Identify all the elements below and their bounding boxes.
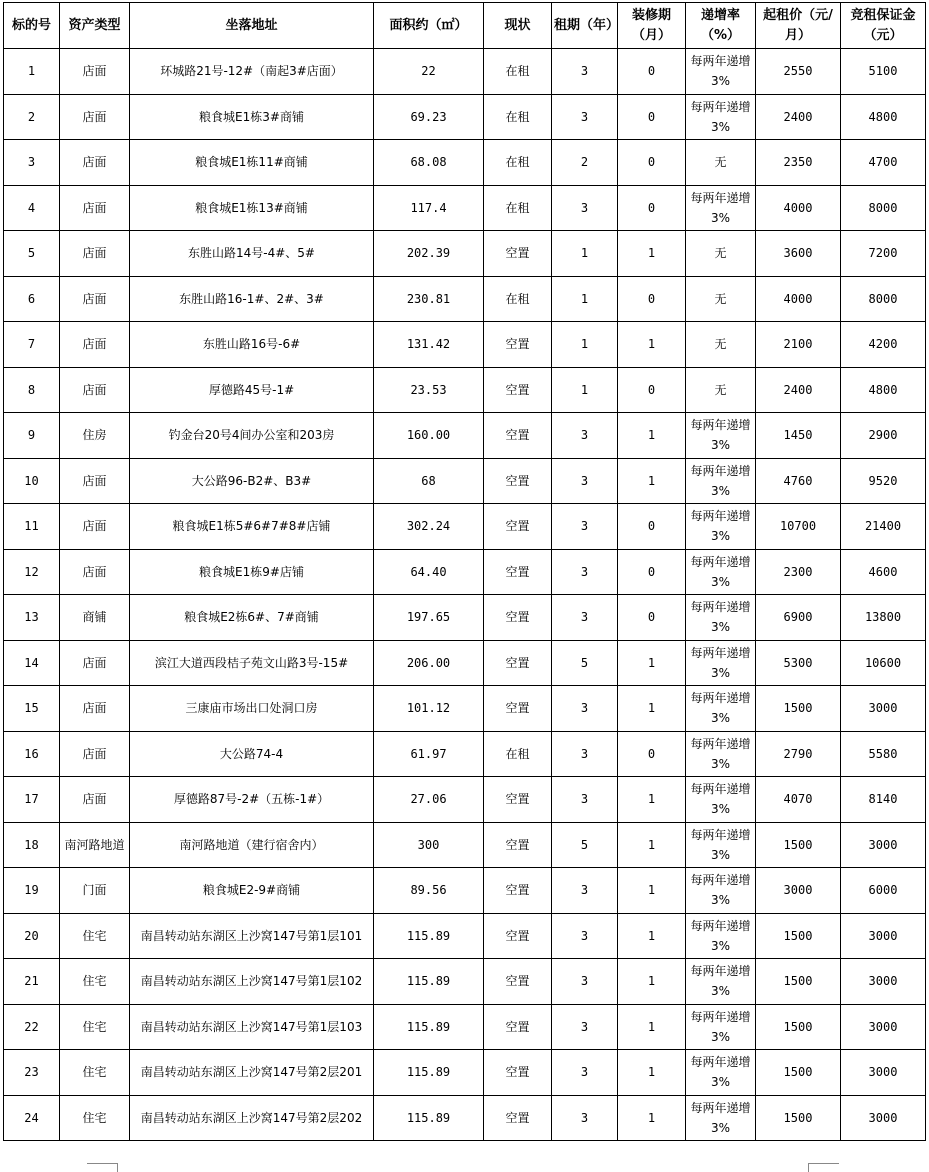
- cell-lot-number: 4: [4, 185, 60, 231]
- cell-renovation-period: 0: [618, 276, 686, 322]
- cell-lease-term: 3: [552, 94, 618, 140]
- cell-starting-rent: 2550: [756, 49, 841, 95]
- cell-lease-term: 3: [552, 913, 618, 959]
- cell-lease-term: 3: [552, 731, 618, 777]
- cell-increase-rate: 无: [686, 322, 756, 368]
- cell-asset-type: 住宅: [60, 1004, 130, 1050]
- cell-deposit: 21400: [841, 504, 926, 550]
- cell-address: 厚德路87号-2#（五栋-1#）: [130, 777, 374, 823]
- cell-renovation-period: 1: [618, 231, 686, 277]
- cell-area: 115.89: [374, 959, 484, 1005]
- cell-lot-number: 24: [4, 1095, 60, 1141]
- cell-renovation-period: 1: [618, 640, 686, 686]
- cell-renovation-period: 0: [618, 549, 686, 595]
- cell-status: 空置: [484, 367, 552, 413]
- cell-asset-type: 店面: [60, 140, 130, 186]
- header-deposit: 竞租保证金（元）: [841, 3, 926, 49]
- cell-lot-number: 9: [4, 413, 60, 459]
- table-row: [4, 913, 926, 959]
- cell-lease-term: 3: [552, 777, 618, 823]
- cell-increase-rate: 每两年递增3%: [686, 549, 756, 595]
- cell-increase-rate: 每两年递增3%: [686, 94, 756, 140]
- table-row: [4, 822, 926, 868]
- cell-increase-rate: 每两年递增3%: [686, 1095, 756, 1141]
- cell-deposit: 4800: [841, 94, 926, 140]
- cell-renovation-period: 0: [618, 504, 686, 550]
- cell-address: 南昌转动站东湖区上沙窝147号第2层202: [130, 1095, 374, 1141]
- cell-starting-rent: 5300: [756, 640, 841, 686]
- cell-area: 302.24: [374, 504, 484, 550]
- cell-increase-rate: 每两年递增3%: [686, 777, 756, 823]
- cell-deposit: 8000: [841, 276, 926, 322]
- cell-increase-rate: 每两年递增3%: [686, 185, 756, 231]
- cell-status: 空置: [484, 959, 552, 1005]
- cell-lease-term: 3: [552, 504, 618, 550]
- cell-lease-term: 3: [552, 595, 618, 641]
- cell-starting-rent: 1500: [756, 1095, 841, 1141]
- cell-starting-rent: 1450: [756, 413, 841, 459]
- table-row: [4, 777, 926, 823]
- cell-asset-type: 店面: [60, 458, 130, 504]
- cell-increase-rate: 每两年递增3%: [686, 49, 756, 95]
- table-row: [4, 49, 926, 95]
- cell-lease-term: 3: [552, 1004, 618, 1050]
- cell-status: 空置: [484, 413, 552, 459]
- cell-asset-type: 住宅: [60, 1050, 130, 1096]
- cell-area: 64.40: [374, 549, 484, 595]
- cell-status: 在租: [484, 185, 552, 231]
- cell-address: 东胜山路16号-6#: [130, 322, 374, 368]
- cell-renovation-period: 1: [618, 777, 686, 823]
- cell-renovation-period: 1: [618, 322, 686, 368]
- table-row: [4, 140, 926, 186]
- cell-area: 202.39: [374, 231, 484, 277]
- cell-starting-rent: 1500: [756, 959, 841, 1005]
- cell-deposit: 3000: [841, 1004, 926, 1050]
- cell-status: 在租: [484, 276, 552, 322]
- cell-increase-rate: 每两年递增3%: [686, 868, 756, 914]
- cell-area: 69.23: [374, 94, 484, 140]
- cell-status: 空置: [484, 686, 552, 732]
- cell-starting-rent: 6900: [756, 595, 841, 641]
- cell-asset-type: 店面: [60, 686, 130, 732]
- cell-starting-rent: 4760: [756, 458, 841, 504]
- table-row: [4, 1095, 926, 1141]
- cell-starting-rent: 4000: [756, 185, 841, 231]
- cell-lease-term: 1: [552, 231, 618, 277]
- cell-lot-number: 2: [4, 94, 60, 140]
- cell-address: 南河路地道（建行宿舍内）: [130, 822, 374, 868]
- cell-lease-term: 1: [552, 367, 618, 413]
- cell-address: 南昌转动站东湖区上沙窝147号第1层101: [130, 913, 374, 959]
- cell-status: 空置: [484, 549, 552, 595]
- cell-status: 空置: [484, 458, 552, 504]
- cell-renovation-period: 0: [618, 49, 686, 95]
- table-row: [4, 595, 926, 641]
- cell-lot-number: 6: [4, 276, 60, 322]
- table-row: [4, 322, 926, 368]
- cell-deposit: 6000: [841, 868, 926, 914]
- cell-status: 空置: [484, 595, 552, 641]
- cell-increase-rate: 无: [686, 367, 756, 413]
- cell-asset-type: 住房: [60, 413, 130, 459]
- cell-asset-type: 南河路地道: [60, 822, 130, 868]
- cell-starting-rent: 2350: [756, 140, 841, 186]
- cell-lease-term: 1: [552, 322, 618, 368]
- cell-starting-rent: 1500: [756, 822, 841, 868]
- cell-lot-number: 14: [4, 640, 60, 686]
- cell-lease-term: 2: [552, 140, 618, 186]
- cell-lot-number: 15: [4, 686, 60, 732]
- cell-lot-number: 13: [4, 595, 60, 641]
- table-row: [4, 231, 926, 277]
- cell-renovation-period: 1: [618, 413, 686, 459]
- cell-starting-rent: 10700: [756, 504, 841, 550]
- cell-deposit: 4600: [841, 549, 926, 595]
- cell-status: 空置: [484, 322, 552, 368]
- cell-asset-type: 店面: [60, 322, 130, 368]
- cell-renovation-period: 1: [618, 686, 686, 732]
- cell-renovation-period: 1: [618, 913, 686, 959]
- cell-deposit: 3000: [841, 686, 926, 732]
- cell-lease-term: 3: [552, 1050, 618, 1096]
- cell-starting-rent: 4000: [756, 276, 841, 322]
- cell-asset-type: 店面: [60, 231, 130, 277]
- cell-area: 197.65: [374, 595, 484, 641]
- cell-increase-rate: 每两年递增3%: [686, 913, 756, 959]
- cell-status: 空置: [484, 1095, 552, 1141]
- cell-increase-rate: 每两年递增3%: [686, 1004, 756, 1050]
- cell-asset-type: 店面: [60, 94, 130, 140]
- header-asset-type: 资产类型: [60, 3, 130, 49]
- cell-deposit: 3000: [841, 913, 926, 959]
- cell-starting-rent: 3000: [756, 868, 841, 914]
- cell-deposit: 4800: [841, 367, 926, 413]
- cell-lease-term: 3: [552, 413, 618, 459]
- cell-area: 22: [374, 49, 484, 95]
- cell-address: 粮食城E2栋6#、7#商铺: [130, 595, 374, 641]
- cell-asset-type: 店面: [60, 504, 130, 550]
- cell-starting-rent: 2300: [756, 549, 841, 595]
- cell-area: 206.00: [374, 640, 484, 686]
- header-row: [4, 3, 926, 49]
- cell-increase-rate: 每两年递增3%: [686, 731, 756, 777]
- cell-renovation-period: 1: [618, 1004, 686, 1050]
- header-area: 面积约（㎡）: [374, 3, 484, 49]
- cell-address: 粮食城E1栋9#店铺: [130, 549, 374, 595]
- table-row: [4, 959, 926, 1005]
- header-lease-term: 租期（年）: [552, 3, 618, 49]
- cell-lot-number: 22: [4, 1004, 60, 1050]
- cell-status: 空置: [484, 1050, 552, 1096]
- cell-area: 89.56: [374, 868, 484, 914]
- table-row: [4, 504, 926, 550]
- table-row: [4, 413, 926, 459]
- cell-starting-rent: 2400: [756, 94, 841, 140]
- cell-lot-number: 17: [4, 777, 60, 823]
- cell-area: 68: [374, 458, 484, 504]
- cell-renovation-period: 1: [618, 959, 686, 1005]
- cell-lease-term: 5: [552, 640, 618, 686]
- cell-lot-number: 3: [4, 140, 60, 186]
- cell-deposit: 7200: [841, 231, 926, 277]
- cell-status: 空置: [484, 640, 552, 686]
- cell-increase-rate: 每两年递增3%: [686, 413, 756, 459]
- cell-increase-rate: 每两年递增3%: [686, 686, 756, 732]
- cell-deposit: 10600: [841, 640, 926, 686]
- table-header: [4, 3, 926, 49]
- cell-address: 南昌转动站东湖区上沙窝147号第2层201: [130, 1050, 374, 1096]
- cell-address: 钓金台20号4间办公室和203房: [130, 413, 374, 459]
- cell-asset-type: 店面: [60, 777, 130, 823]
- lease-table: [3, 2, 926, 1141]
- cell-area: 68.08: [374, 140, 484, 186]
- cell-lot-number: 16: [4, 731, 60, 777]
- cell-starting-rent: 2400: [756, 367, 841, 413]
- cell-lot-number: 11: [4, 504, 60, 550]
- cell-status: 空置: [484, 504, 552, 550]
- cell-address: 三康庙市场出口处洞口房: [130, 686, 374, 732]
- cell-asset-type: 住宅: [60, 1095, 130, 1141]
- cell-asset-type: 店面: [60, 49, 130, 95]
- cell-starting-rent: 4070: [756, 777, 841, 823]
- cell-increase-rate: 每两年递增3%: [686, 1050, 756, 1096]
- cell-deposit: 4200: [841, 322, 926, 368]
- cell-status: 空置: [484, 1004, 552, 1050]
- cell-renovation-period: 0: [618, 731, 686, 777]
- cell-status: 空置: [484, 913, 552, 959]
- cell-status: 空置: [484, 822, 552, 868]
- cell-lot-number: 20: [4, 913, 60, 959]
- cell-starting-rent: 1500: [756, 1050, 841, 1096]
- header-status: 现状: [484, 3, 552, 49]
- cell-starting-rent: 1500: [756, 686, 841, 732]
- cell-asset-type: 住宅: [60, 959, 130, 1005]
- cell-address: 粮食城E1栋3#商铺: [130, 94, 374, 140]
- cell-lease-term: 3: [552, 868, 618, 914]
- cell-area: 160.00: [374, 413, 484, 459]
- table-row: [4, 686, 926, 732]
- cell-lot-number: 19: [4, 868, 60, 914]
- cell-lease-term: 3: [552, 1095, 618, 1141]
- cell-lot-number: 7: [4, 322, 60, 368]
- cell-renovation-period: 0: [618, 185, 686, 231]
- cell-lot-number: 18: [4, 822, 60, 868]
- cell-asset-type: 住宅: [60, 913, 130, 959]
- cell-area: 115.89: [374, 913, 484, 959]
- cell-increase-rate: 每两年递增3%: [686, 504, 756, 550]
- cell-address: 粮食城E1栋5#6#7#8#店铺: [130, 504, 374, 550]
- header-address: 坐落地址: [130, 3, 374, 49]
- cell-asset-type: 店面: [60, 731, 130, 777]
- cell-lease-term: 5: [552, 822, 618, 868]
- cell-status: 在租: [484, 731, 552, 777]
- cell-renovation-period: 1: [618, 1050, 686, 1096]
- table-row: [4, 1050, 926, 1096]
- cell-lot-number: 5: [4, 231, 60, 277]
- table-row: [4, 185, 926, 231]
- cell-renovation-period: 0: [618, 94, 686, 140]
- cell-increase-rate: 每两年递增3%: [686, 640, 756, 686]
- cell-deposit: 8140: [841, 777, 926, 823]
- cell-address: 粮食城E2-9#商铺: [130, 868, 374, 914]
- cell-starting-rent: 1500: [756, 1004, 841, 1050]
- cell-area: 101.12: [374, 686, 484, 732]
- cell-renovation-period: 1: [618, 458, 686, 504]
- cell-renovation-period: 0: [618, 595, 686, 641]
- header-renovation-period: 装修期（月）: [618, 3, 686, 49]
- table-row: [4, 276, 926, 322]
- cell-increase-rate: 每两年递增3%: [686, 822, 756, 868]
- table-row: [4, 367, 926, 413]
- table-row: [4, 94, 926, 140]
- cell-address: 大公路96-B2#、B3#: [130, 458, 374, 504]
- cell-starting-rent: 3600: [756, 231, 841, 277]
- table-row: [4, 640, 926, 686]
- cell-asset-type: 商铺: [60, 595, 130, 641]
- cell-increase-rate: 每两年递增3%: [686, 595, 756, 641]
- cell-lease-term: 1: [552, 276, 618, 322]
- cell-deposit: 2900: [841, 413, 926, 459]
- cell-status: 空置: [484, 868, 552, 914]
- cell-deposit: 3000: [841, 822, 926, 868]
- header-increase-rate: 递增率（%）: [686, 3, 756, 49]
- cell-deposit: 8000: [841, 185, 926, 231]
- cell-address: 大公路74-4: [130, 731, 374, 777]
- cell-renovation-period: 1: [618, 1095, 686, 1141]
- cell-deposit: 3000: [841, 959, 926, 1005]
- cell-address: 环城路21号-12#（南起3#店面）: [130, 49, 374, 95]
- cell-lease-term: 3: [552, 686, 618, 732]
- cell-status: 空置: [484, 231, 552, 277]
- table-row: [4, 731, 926, 777]
- cell-renovation-period: 0: [618, 140, 686, 186]
- cell-lease-term: 3: [552, 458, 618, 504]
- cell-address: 厚德路45号-1#: [130, 367, 374, 413]
- cell-address: 东胜山路16-1#、2#、3#: [130, 276, 374, 322]
- cell-lot-number: 23: [4, 1050, 60, 1096]
- cell-area: 23.53: [374, 367, 484, 413]
- cell-increase-rate: 无: [686, 140, 756, 186]
- cell-renovation-period: 0: [618, 367, 686, 413]
- cell-address: 南昌转动站东湖区上沙窝147号第1层102: [130, 959, 374, 1005]
- cell-area: 61.97: [374, 731, 484, 777]
- cell-asset-type: 店面: [60, 276, 130, 322]
- cell-address: 东胜山路14号-4#、5#: [130, 231, 374, 277]
- cell-status: 在租: [484, 49, 552, 95]
- table-row: [4, 1004, 926, 1050]
- cell-address: 粮食城E1栋11#商铺: [130, 140, 374, 186]
- cell-area: 117.4: [374, 185, 484, 231]
- cell-increase-rate: 每两年递增3%: [686, 959, 756, 1005]
- cell-lease-term: 3: [552, 185, 618, 231]
- cell-lot-number: 10: [4, 458, 60, 504]
- cell-renovation-period: 1: [618, 868, 686, 914]
- table-row: [4, 549, 926, 595]
- cell-lot-number: 12: [4, 549, 60, 595]
- cell-deposit: 3000: [841, 1050, 926, 1096]
- cell-address: 粮食城E1栋13#商铺: [130, 185, 374, 231]
- cell-starting-rent: 2100: [756, 322, 841, 368]
- cell-deposit: 9520: [841, 458, 926, 504]
- cell-deposit: 3000: [841, 1095, 926, 1141]
- table-body: [4, 49, 926, 1141]
- cell-deposit: 5580: [841, 731, 926, 777]
- cell-status: 在租: [484, 94, 552, 140]
- cell-lot-number: 21: [4, 959, 60, 1005]
- cell-status: 在租: [484, 140, 552, 186]
- cell-deposit: 5100: [841, 49, 926, 95]
- cell-status: 空置: [484, 777, 552, 823]
- cell-address: 滨江大道西段桔子苑文山路3号-15#: [130, 640, 374, 686]
- cell-increase-rate: 无: [686, 231, 756, 277]
- cell-area: 230.81: [374, 276, 484, 322]
- header-lot-number: 标的号: [4, 3, 60, 49]
- cell-asset-type: 门面: [60, 868, 130, 914]
- cell-starting-rent: 2790: [756, 731, 841, 777]
- cell-lot-number: 8: [4, 367, 60, 413]
- cell-asset-type: 店面: [60, 640, 130, 686]
- cell-increase-rate: 无: [686, 276, 756, 322]
- cell-deposit: 13800: [841, 595, 926, 641]
- cell-asset-type: 店面: [60, 185, 130, 231]
- cell-area: 131.42: [374, 322, 484, 368]
- table-row: [4, 868, 926, 914]
- cell-lease-term: 3: [552, 549, 618, 595]
- cell-area: 115.89: [374, 1050, 484, 1096]
- cell-deposit: 4700: [841, 140, 926, 186]
- cell-area: 115.89: [374, 1004, 484, 1050]
- cell-starting-rent: 1500: [756, 913, 841, 959]
- cell-area: 115.89: [374, 1095, 484, 1141]
- cell-area: 300: [374, 822, 484, 868]
- cell-lot-number: 1: [4, 49, 60, 95]
- cell-address: 南昌转动站东湖区上沙窝147号第1层103: [130, 1004, 374, 1050]
- cell-renovation-period: 1: [618, 822, 686, 868]
- table-row: [4, 458, 926, 504]
- cell-asset-type: 店面: [60, 549, 130, 595]
- header-starting-rent: 起租价（元/月）: [756, 3, 841, 49]
- cell-lease-term: 3: [552, 49, 618, 95]
- cell-area: 27.06: [374, 777, 484, 823]
- cell-increase-rate: 每两年递增3%: [686, 458, 756, 504]
- cell-asset-type: 店面: [60, 367, 130, 413]
- cell-lease-term: 3: [552, 959, 618, 1005]
